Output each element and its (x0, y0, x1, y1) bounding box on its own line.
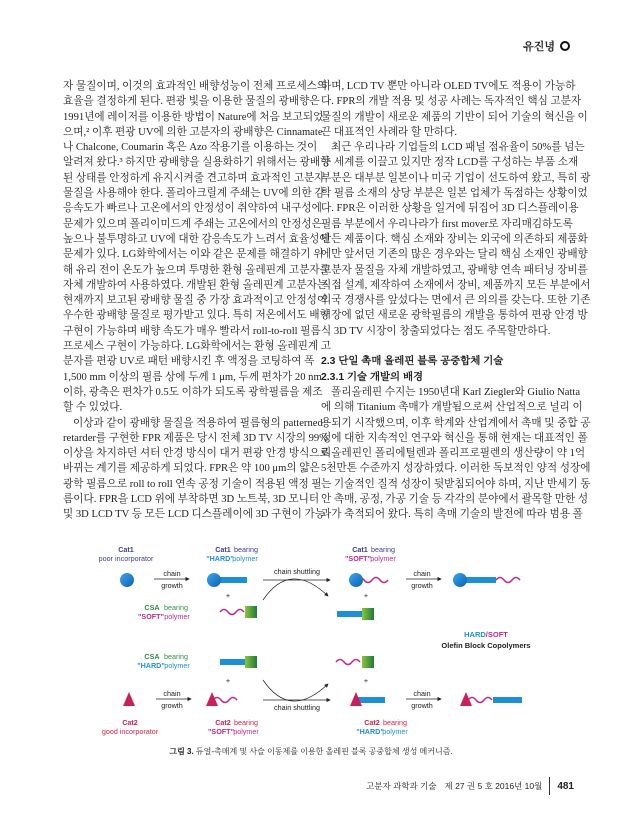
text-line: 정에 대한 지속적인 연구와 혁신을 통해 현재는 대표적인 폴 (321, 432, 588, 444)
text-line: 름이다. FPR을 LCD 위에 부착하면 3D 노트북, 3D 모니터 (63, 494, 320, 506)
text-line: 과가 축적되어 왔다. 특히 촉매 기술의 발전에 따라 범용 폴 (321, 509, 583, 521)
label-chain-shuttling: chain shuttling (274, 703, 320, 712)
label-cat1-b: Cat1 (215, 545, 231, 554)
label-hard: "HARD" (137, 661, 165, 670)
label-cat2: Cat2 (122, 718, 138, 727)
text-line: 에만 앞서던 기존의 많은 경우와는 달리 핵심 소재인 광배향 (321, 249, 588, 261)
text-line: 이하, 광축은 편차가 0.5도 이하가 되도록 광학필름을 제조 (63, 386, 323, 398)
text-line: 시장에 없던 새로운 광학필름의 개발을 통하여 편광 안경 방 (321, 310, 588, 322)
label-cat1: Cat1 (118, 545, 134, 554)
label-soft: "SOFT" (208, 727, 234, 736)
label-hard: "HARD" (206, 554, 234, 563)
caption-label: 그림 3. (169, 747, 194, 756)
text-line: 직접 설계, 제작하여 소재에서 장비, 제품까지 모든 부분에서 (321, 279, 591, 291)
plus-sign: + (363, 591, 369, 600)
label-cat1-c: Cat1 (352, 545, 368, 554)
label-chain: chain (163, 569, 181, 578)
text-line: 만든 제품이다. 핵심 소재와 장비는 외국에 의존하되 제품화 (321, 233, 588, 245)
label-hard: HARD (464, 630, 486, 639)
label-csa: CSA (144, 603, 160, 612)
label-polymer: polymer (164, 612, 190, 621)
label-polymer: polymer (370, 554, 396, 563)
text-line: 프로세스 구현이 가능하다. LG화학에서는 환형 올레핀계 고 (63, 341, 332, 353)
text-line: 물질을 사용해야 한다. 폴리아크릴계 주쇄는 UV에 의한 감 (63, 188, 325, 200)
label-hard-soft (464, 630, 508, 639)
text-line: 다. FPR은 이러한 상황을 일거에 뒤집어 3D 디스플레이용 (321, 203, 579, 215)
cat1-ball (120, 573, 134, 587)
label-bearing: bearing (234, 545, 258, 554)
text-line: 자체 개발하여 사용하였다. 개발된 환형 올레핀계 고분자는 (63, 279, 328, 291)
text-line: 구현이 가능하며 배향 속도가 매우 빨라서 roll-to-roll 필름 (63, 325, 321, 337)
cat1-ball (207, 573, 221, 587)
label-poor-incorporator: poor incorporator (98, 554, 154, 563)
author-name: 유진녕 (523, 41, 555, 53)
text-line: 응속도가 빠르나 고온에서의 안정성이 취약하여 내구성에 (63, 203, 322, 215)
label-bearing: bearing (164, 603, 188, 612)
csa-square (245, 656, 257, 668)
label-bearing: bearing (371, 545, 395, 554)
text-line: 식 3D TV 시장이 창출되었다는 점도 주목할만하다. (321, 325, 551, 337)
text-line: 높으나 불투명하고 UV에 대한 감응속도가 느려서 효율성에 (63, 233, 330, 245)
cat1-ball (349, 573, 363, 587)
label-cat2: Cat2 (364, 718, 380, 727)
label-polymer: polymer (233, 727, 259, 736)
section-heading: 2.3.1 기술 개발의 배경 (321, 371, 424, 383)
label-hard: "HARD" (356, 727, 384, 736)
label-slash: / (485, 630, 488, 639)
label-chain-shuttling: chain shuttling (274, 567, 320, 576)
csa-square (245, 606, 257, 618)
plus-sign: + (225, 591, 231, 600)
section-heading: 2.3 단일 촉매 올레핀 블록 공중합체 기술 (321, 356, 504, 368)
text-line: 1,500 mm 이상의 필름 상에 두께 1 μm, 두께 편차가 20 nm (63, 371, 322, 383)
text-line: 알려져 왔다.³ 하지만 광배향을 실용화하기 위해서는 광배향 (63, 157, 331, 169)
text-line: 최근 우리나라 기업들의 LCD 패널 점유율이 50%를 넘는 (331, 142, 585, 154)
label-chain: chain (163, 689, 181, 698)
plus-sign: + (225, 676, 231, 685)
arrow-shuttle-arc (263, 579, 328, 600)
text-line: 바뀌는 계기를 제공하게 되었다. FPR은 약 100 μm의 얇은 (63, 463, 320, 475)
arrow-shuttle-arc (263, 680, 328, 701)
soft-polymer-wave (220, 610, 244, 615)
text-line: 부분은 대부분 일본이나 미국 기업이 선도하여 왔고, 특히 광 (321, 172, 591, 184)
text-line: 1991년에 레이저를 이용한 방법이 Nature에 처음 보고되었 (63, 111, 324, 123)
label-polymer: polymer (232, 554, 258, 563)
hard-polymer-rod (337, 611, 362, 617)
csa-square (362, 656, 374, 668)
issue-info: 제 27 권 5 호 2016년 10월 (444, 781, 543, 791)
label-bearing: bearing (234, 718, 258, 727)
text-line: retarder를 구현한 FPR 제품은 당시 전체 3D TV 시장의 99% (63, 432, 328, 444)
text-line: 용되기 시작했으며, 이후 학계와 산업계에서 촉매 및 중합 공 (321, 417, 591, 429)
label-olefin-block-copolymers: Olefin Block Copolymers (441, 641, 531, 650)
hard-polymer-rod (220, 659, 245, 665)
label-csa: CSA (144, 652, 160, 661)
text-line: 는 기술적인 질적 성장이 뒷받침되어야 하며, 지난 반세기 동 (321, 478, 591, 490)
hard-polymer-rod (358, 697, 385, 703)
text-line: 분자를 편광 UV로 패턴 배향시킨 후 액정을 코팅하여 폭 (63, 356, 315, 368)
text-line: 및 3D LCD TV 등 모든 LCD 디스플레이에 3D 구현이 가능 (63, 509, 325, 521)
text-line: 이상과 같이 광배향 물질을 적용하여 필름형의 patterned (73, 417, 323, 429)
label-soft: SOFT (487, 630, 508, 639)
soft-polymer-wave (213, 698, 237, 703)
text-line: 안 촉매, 공정, 가공 기술 등 각각의 분야에서 괄목할 만한 성 (321, 494, 589, 506)
text-line: 하며, LCD TV 뿐만 아니라 OLED TV에도 적용이 가능하 (321, 81, 576, 92)
text-line: 리올레핀인 폴리에틸렌과 폴리프로필렌의 생산량이 약 1억 (321, 448, 586, 460)
label-growth: growth (161, 581, 183, 590)
text-line: 광학 필름으로 roll to roll 연속 공정 기술이 적용된 액정 필 (63, 478, 322, 490)
text-line: 자 물질이며, 이것의 효과적인 배향성능이 전체 프로세스의 (63, 81, 328, 92)
csa-square (362, 608, 374, 620)
text-line: 끈 대표적인 사례라 할 만하다. (321, 126, 458, 138)
text-line: 효율을 결정하게 된다. 편광 빛을 이용한 물질의 광배향은 (63, 96, 320, 108)
journal-name: 고분자 과학과 기술 (366, 781, 437, 791)
text-line: 나 Chalcone, Coumarin 혹은 Azo 작용기를 이용하는 것이 (63, 142, 318, 154)
cat1-ball (453, 573, 467, 587)
label-good-incorporator: good incorporator (101, 727, 159, 736)
caption-text: 듀얼-촉매계 및 사슬 이동제를 이용한 올레핀 블록 공중합체 생성 메커니즘. (193, 747, 453, 756)
text-line: 폴리올레핀 수지는 1950년대 Karl Ziegler와 Giulio Natta (331, 386, 581, 398)
label-polymer: polymer (382, 727, 408, 736)
label-bearing: bearing (383, 718, 407, 727)
page-footer (366, 777, 574, 795)
text-line: 다. FPR의 개발 적용 및 성공 사례는 독자적인 핵심 고분자 (321, 96, 582, 108)
text-line: 5천만톤 수준까지 성장하였다. 이러한 독보적인 양적 성장에 (321, 463, 591, 475)
text-line: 고분자 물질을 자체 개발하였고, 광배향 연속 패터닝 장비를 (321, 264, 588, 276)
text-line: 문제가 있으며 폴리이미드계 주쇄는 고온에서의 안정성은 (63, 218, 322, 230)
text-line: 현재까지 보고된 광배향 물질 중 가장 효과적이고 안정성이 (63, 295, 328, 307)
label-chain: chain (413, 569, 431, 578)
text-line: 으며,² 이후 편광 UV에 의한 고분자의 광배향은 Cinnamate (63, 126, 323, 138)
soft-polymer-wave (496, 578, 520, 583)
label-polymer: polymer (164, 661, 190, 670)
text-line: 외국 경쟁사를 앞섰다는 면에서 큰 의의를 갖는다. 또한 기존 (321, 295, 591, 307)
text-line: 문제가 있다. LG화학에서는 이와 같은 문제를 해결하기 위 (63, 249, 324, 261)
hard-polymer-rod (493, 697, 522, 703)
label-chain: chain (413, 689, 431, 698)
text-line: 할 수 있었다. (63, 402, 123, 414)
text-line: 물질의 개발이 새로운 제품의 기반이 되어 기술의 혁신을 이 (321, 111, 588, 123)
text-line: 필름 부분에서 우리나라가 first mover로 자리매김하도록 (321, 218, 573, 230)
label-growth: growth (411, 581, 433, 590)
figure-caption (0, 746, 622, 757)
label-growth: growth (161, 701, 183, 710)
text-line: 등 세계를 이끌고 있지만 정작 LCD를 구성하는 부품 소재 (321, 157, 579, 169)
label-soft: "SOFT" (138, 612, 164, 621)
label-growth: growth (411, 701, 433, 710)
cat2-triangle (460, 692, 472, 706)
label-cat2: Cat2 (215, 718, 231, 727)
text-line: 학 필름 소재의 상당 부분은 일본 업체가 독점하는 상황이었 (321, 188, 588, 200)
text-line: 우수한 광배향 물질로 평가받고 있다. 특히 저온에서도 배향 (63, 310, 330, 322)
text-line: 해 유리 전이 온도가 높으며 투명한 환형 올레핀계 고분자를 (63, 264, 330, 276)
plus-sign: + (363, 676, 369, 685)
soft-polymer-wave (468, 698, 492, 703)
text-line: 이상을 차지하던 셔터 안경 방식이 대거 편광 안경 방식으로 (63, 448, 330, 460)
text-line: 에 의해 Titanium 촉매가 개발됨으로써 산업적으로 널리 이 (321, 402, 583, 414)
label-soft: "SOFT" (345, 554, 371, 563)
footer-divider (549, 777, 550, 795)
soft-polymer-wave (336, 660, 360, 665)
cat2-triangle (206, 692, 218, 706)
cat2-triangle (123, 692, 135, 706)
text-line: 된 상태를 안정하게 유지시켜줄 견고하며 효과적인 고분자 (63, 172, 325, 184)
label-bearing: bearing (164, 652, 188, 661)
page-number: 481 (557, 780, 574, 792)
